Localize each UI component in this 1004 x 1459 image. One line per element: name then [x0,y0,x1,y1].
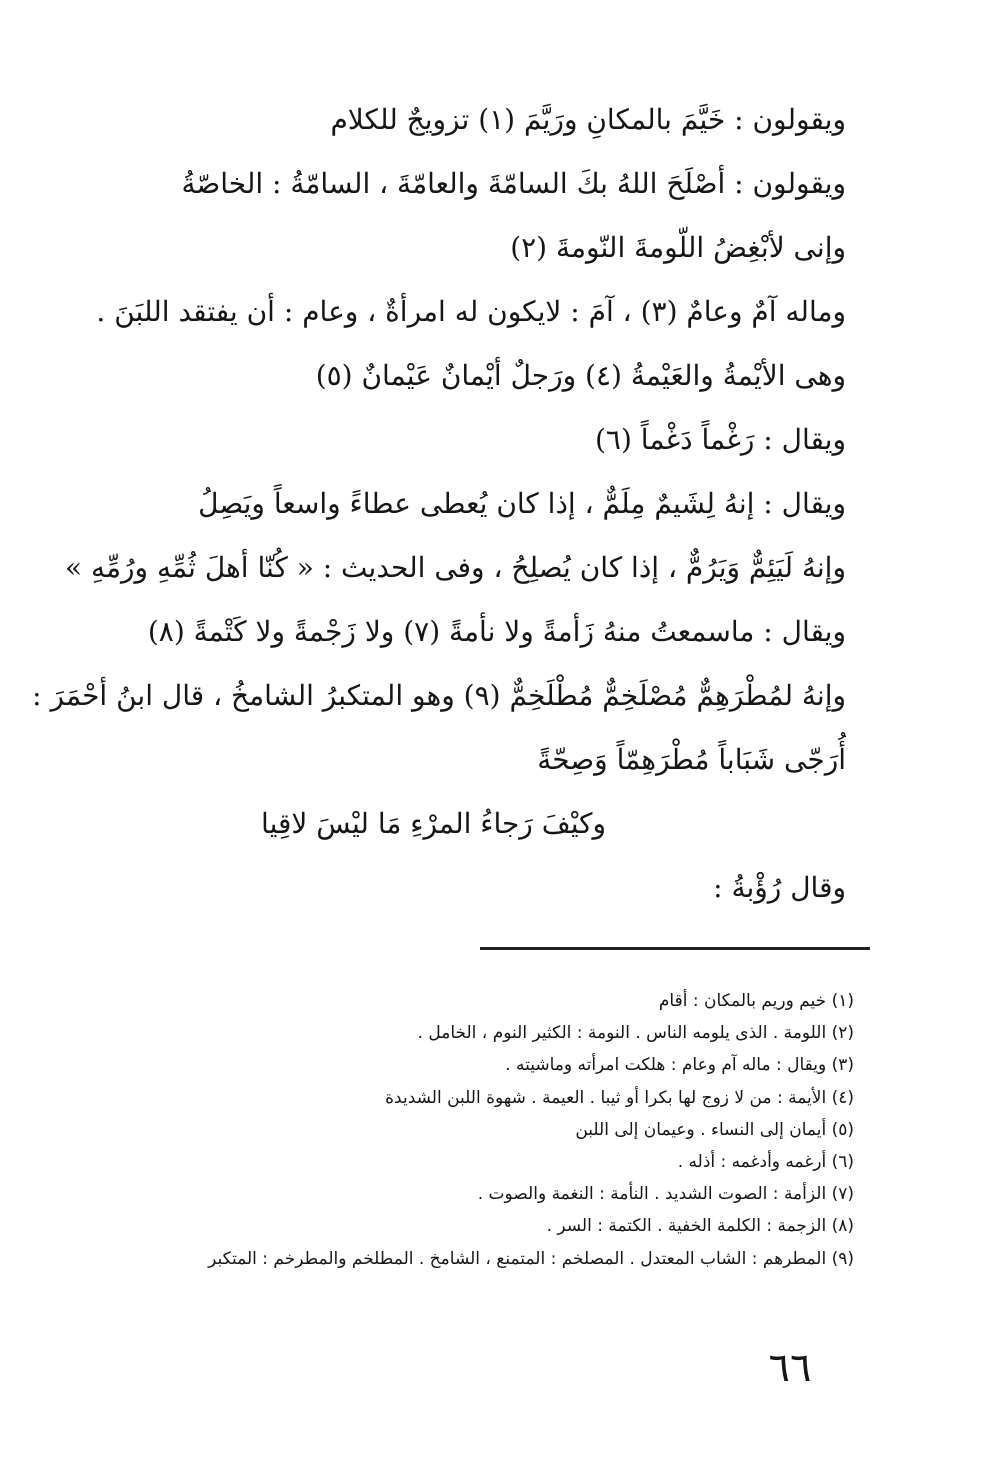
footnote: (٣) ويقال : ماله آم وعام : هلكت امرأته وماشيته . [505,1055,854,1076]
text-line: ويقال : إنهُ لِشَيمٌ مِلَمٌّ ، إذا كان يُعطى عطاءً واسعاً ويَصِلُ [198,487,846,520]
footnote: (٥) أيمان إلى النساء . وعيمان إلى اللبن [575,1119,854,1140]
text-line: ويقال : ماسمعتُ منهُ زَأمةً ولا نأمةً (٧) ولا زَجْمةً ولا كَتْمةً (٨) [147,615,846,648]
text-line: وهى الأيْمةُ والعَيْمةُ (٤) ورَجلٌ أيْمانٌ عَيْمانٌ (٥) [315,359,846,392]
footnote: (٧) الزأمة : الصوت الشديد . النأمة : النغمة والصوت . [477,1184,854,1205]
footnote: (٢) اللومة . الذى يلومه الناس . النومة : الكثير النوم ، الخامل . [417,1023,854,1044]
text-line: ويقال : رَغْماً دَغْماً (٦) [594,423,846,456]
footnote: (١) خيم وريم بالمكان : أقام [658,991,854,1011]
footnote: (٦) أرغمه وأدغمه : أذله . [677,1151,854,1172]
footnotes [134,985,854,1275]
footnote: (٤) الأيمة : من لا زوج لها بكرا أو ثيبا . العيمة . شهوة اللبن الشديدة [385,1087,854,1108]
page-number: ٦٦ [768,1345,812,1391]
text-line: وإنهُ لَيَئِمٌّ وَيَرُمٌّ ، إذا كان يُصلِحُ ، وفى الحديث : « كُنّا أهلَ ثُمِّهِ ورُمِّهِ » [64,551,846,584]
footnote-divider [480,947,870,950]
text-line: وقال رُؤْبةُ : [713,871,846,904]
main-text [32,88,846,920]
footnote: (٨) الزجمة : الكلمة الخفية . الكتمة : السر . [546,1216,854,1237]
text-line: ويقولون : خَيَّمَ بالمكانِ ورَيَّمَ (١) تزويجٌ للكلام [330,103,846,136]
text-line: وإنى لأبْغِضُ اللّومةَ النّومةَ (٢) [510,231,846,264]
text-line: وماله آمٌ وعامٌ (٣) ، آمَ : لايكون له امرأةٌ ، وعام : أن يفتقد اللبَنَ . [96,295,846,328]
footnote: (٩) المطرهم : الشاب المعتدل . المصلخم : المتمنع ، الشامخ . المطلخم والمطرخم : المتكبر [208,1248,854,1269]
verse-first-hemistich: أُرَجّى شَبَاباً مُطْرَهِمّاً وَصِحّةً [537,743,846,776]
text-line: وإنهُ لمُطْرَهِمٌّ مُصْلَخِمٌّ مُطْلَخِمٌّ (٩) وهو المتكبرُ الشامخُ ، قال ابنُ أحْمَرَ : [32,679,846,712]
text-line: ويقولون : أصْلَحَ اللهُ بكَ السامّةَ والعامّةَ ، السامّةُ : الخاصّةُ [181,167,846,200]
verse-second-hemistich: وكيْفَ رَجاءُ المرْءِ مَا ليْسَ لاقِيا [261,807,606,840]
